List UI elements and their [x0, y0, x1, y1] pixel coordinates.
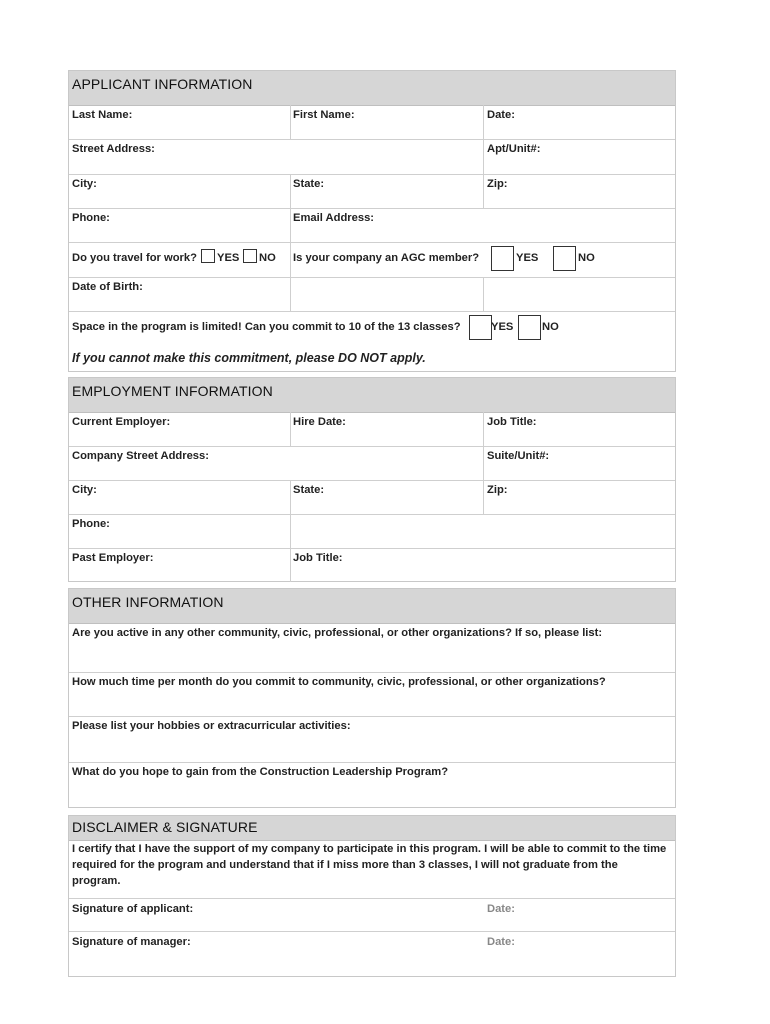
travel-yes-label: YES — [217, 252, 240, 264]
other-information-section — [68, 588, 676, 808]
agc-yes-checkbox[interactable] — [491, 246, 514, 271]
agc-no-label: NO — [578, 252, 595, 264]
travel-no-checkbox[interactable] — [243, 249, 257, 263]
agc-yes-label: YES — [516, 252, 539, 264]
row-divider — [69, 311, 675, 312]
applicant-signature-label: Signature of applicant: — [72, 903, 194, 915]
commit-no-checkbox[interactable] — [518, 315, 541, 340]
col-divider — [290, 242, 291, 277]
row-divider — [69, 931, 675, 932]
col-divider — [483, 174, 484, 208]
hobbies-question: Please list your hobbies or extracurricular activities: — [72, 720, 351, 732]
program-goals-question: What do you hope to gain from the Construction Leadership Program? — [72, 766, 449, 778]
suite-unit-label: Suite/Unit#: — [487, 450, 550, 462]
row-divider — [69, 672, 675, 673]
col-divider — [290, 514, 291, 548]
section-header — [69, 71, 675, 106]
col-divider — [483, 480, 484, 514]
row-divider — [69, 139, 675, 140]
disclaimer-text: I certify that I have the support of my company to participate in this program. I will be able to commit to the time required for the program and understand that if I miss more than 3 classes, I will not graduate from the program. — [72, 843, 667, 887]
time-commitment-question: How much time per month do you commit to community, civic, professional, or other organizations? — [72, 676, 606, 688]
state-label: State: — [293, 178, 325, 190]
applicant-date-label: Date: — [487, 903, 515, 915]
col-divider — [290, 277, 291, 311]
state-label: State: — [293, 484, 325, 496]
section-title: OTHER INFORMATION — [72, 594, 224, 610]
row-divider — [69, 242, 675, 243]
row-divider — [69, 174, 675, 175]
manager-date-label: Date: — [487, 936, 515, 948]
phone-label: Phone: — [72, 518, 110, 530]
row-divider — [69, 277, 675, 278]
travel-yes-checkbox[interactable] — [201, 249, 215, 263]
section-header — [69, 816, 675, 841]
hire-date-label: Hire Date: — [293, 416, 346, 428]
col-divider — [483, 412, 484, 446]
section-header — [69, 589, 675, 624]
col-divider — [290, 480, 291, 514]
travel-no-label: NO — [259, 252, 276, 264]
agc-question: Is your company an AGC member? — [293, 252, 480, 264]
street-address-label: Street Address: — [72, 143, 155, 155]
current-employer-label: Current Employer: — [72, 416, 171, 428]
commit-warning: If you cannot make this commitment, please DO NOT apply. — [72, 351, 426, 365]
row-divider — [69, 446, 675, 447]
col-divider — [290, 412, 291, 446]
col-divider — [290, 174, 291, 208]
applicant-information-section — [68, 70, 676, 372]
col-divider — [290, 548, 291, 582]
section-title: EMPLOYMENT INFORMATION — [72, 383, 273, 399]
row-divider — [69, 514, 675, 515]
date-of-birth-label: Date of Birth: — [72, 281, 143, 293]
commit-yes-label: YES — [491, 321, 514, 333]
section-title: APPLICANT INFORMATION — [72, 76, 253, 92]
city-label: City: — [72, 178, 97, 190]
col-divider — [483, 446, 484, 480]
employment-information-section — [68, 377, 676, 582]
first-name-label: First Name: — [293, 109, 355, 121]
row-divider — [69, 716, 675, 717]
row-divider — [69, 762, 675, 763]
col-divider — [483, 277, 484, 311]
col-divider — [290, 105, 291, 139]
row-divider — [69, 548, 675, 549]
zip-label: Zip: — [487, 484, 508, 496]
row-divider — [69, 480, 675, 481]
row-divider — [69, 208, 675, 209]
commit-yes-checkbox[interactable] — [469, 315, 492, 340]
section-header — [69, 378, 675, 413]
agc-no-checkbox[interactable] — [553, 246, 576, 271]
past-employer-label: Past Employer: — [72, 552, 154, 564]
manager-signature-label: Signature of manager: — [72, 936, 191, 948]
row-divider — [69, 898, 675, 899]
past-job-title-label: Job Title: — [293, 552, 343, 564]
apt-unit-label: Apt/Unit#: — [487, 143, 541, 155]
commit-no-label: NO — [542, 321, 559, 333]
travel-question: Do you travel for work? — [72, 252, 197, 264]
job-title-label: Job Title: — [487, 416, 537, 428]
col-divider — [483, 105, 484, 139]
organizations-question: Are you active in any other community, civic, professional, or other organizations? If so, please list: — [72, 627, 603, 639]
phone-label: Phone: — [72, 212, 110, 224]
section-title: DISCLAIMER & SIGNATURE — [72, 819, 258, 835]
last-name-label: Last Name: — [72, 109, 133, 121]
col-divider — [290, 208, 291, 242]
disclaimer-signature-section — [68, 815, 676, 977]
email-label: Email Address: — [293, 212, 375, 224]
company-street-label: Company Street Address: — [72, 450, 209, 462]
col-divider — [483, 139, 484, 174]
zip-label: Zip: — [487, 178, 508, 190]
city-label: City: — [72, 484, 97, 496]
commit-question: Space in the program is limited! Can you commit to 10 of the 13 classes? — [72, 321, 461, 333]
date-label: Date: — [487, 109, 515, 121]
